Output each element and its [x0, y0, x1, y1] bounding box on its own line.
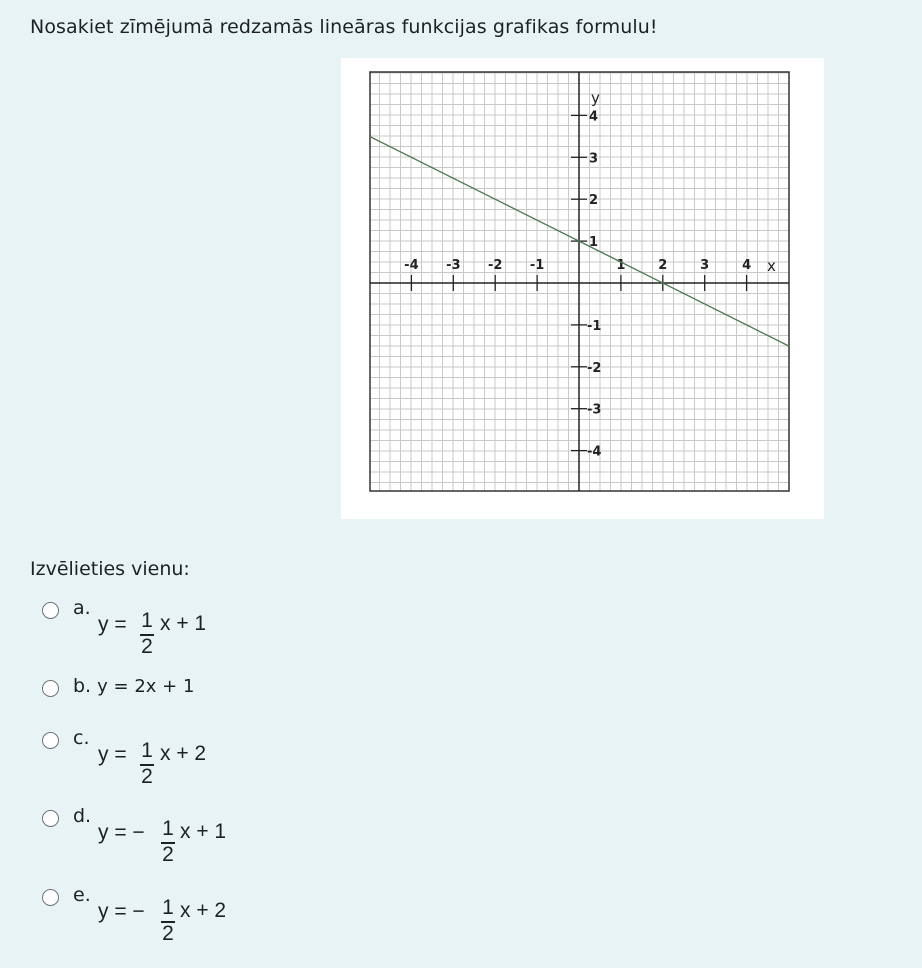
option-e[interactable] — [40, 884, 440, 948]
x-tick-label: 4 — [742, 258, 752, 273]
option-c-numerator: 1 — [141, 739, 153, 762]
option-a-denominator: 2 — [141, 635, 153, 658]
option-c-suffix: x + 2 — [160, 742, 207, 765]
y-tick-label: 1 — [589, 235, 599, 251]
option-b-label — [73, 675, 194, 697]
x-axis-label: x — [767, 257, 776, 275]
x-tick-label: -1 — [529, 258, 545, 273]
x-tick-label: 1 — [616, 258, 626, 273]
option-a-letter: a. — [73, 597, 91, 619]
radio-d[interactable] — [42, 810, 59, 827]
option-b[interactable] — [40, 675, 440, 739]
option-e-prefix: y = − — [98, 900, 145, 923]
option-d-letter: d. — [73, 805, 92, 827]
option-e-denominator: 2 — [162, 922, 174, 945]
option-e-letter: e. — [73, 884, 91, 906]
option-d-prefix: y = − — [98, 821, 145, 844]
x-tick-label: -2 — [487, 258, 503, 273]
x-tick-label: -4 — [404, 258, 419, 273]
x-tick-label: 2 — [658, 258, 668, 273]
radio-a[interactable] — [42, 602, 59, 619]
option-b-letter: b. — [73, 675, 92, 697]
option-a-prefix: y = — [98, 613, 127, 636]
option-e-numerator: 1 — [162, 896, 174, 919]
y-tick-label: 3 — [589, 151, 599, 167]
function-graph — [341, 58, 824, 519]
option-d-numerator: 1 — [162, 817, 174, 840]
radio-e[interactable] — [42, 889, 59, 906]
radio-c[interactable] — [42, 732, 59, 749]
x-tick-label: 3 — [700, 258, 710, 273]
option-e-suffix: x + 2 — [180, 899, 227, 922]
option-c-prefix: y = — [98, 743, 127, 766]
option-c[interactable] — [40, 727, 440, 791]
radio-b[interactable] — [42, 680, 59, 697]
option-c-denominator: 2 — [141, 765, 153, 788]
option-a-suffix: x + 1 — [160, 612, 207, 635]
y-tick-label: -4 — [587, 444, 602, 460]
option-d-denominator: 2 — [162, 843, 174, 866]
y-tick-label: -1 — [587, 318, 602, 334]
y-tick-label: -3 — [587, 402, 602, 418]
y-tick-label: 2 — [589, 193, 599, 209]
answer-prompt: Izvēlieties vienu: — [30, 558, 190, 580]
question-text: Nosakiet zīmējumā redzamās lineāras funkcijas grafikas formulu! — [30, 16, 658, 38]
y-tick-label: -2 — [587, 360, 602, 376]
option-d-suffix: x + 1 — [180, 820, 227, 843]
option-d[interactable] — [40, 805, 440, 869]
option-a-numerator: 1 — [141, 609, 153, 632]
graph-svg — [341, 58, 824, 519]
option-c-letter: c. — [73, 727, 90, 749]
y-tick-label: 4 — [589, 109, 599, 125]
option-a[interactable] — [40, 597, 440, 661]
option-b-formula: y = 2x + 1 — [97, 676, 195, 697]
x-tick-label: -3 — [446, 258, 461, 273]
y-axis-label: y — [591, 89, 600, 107]
